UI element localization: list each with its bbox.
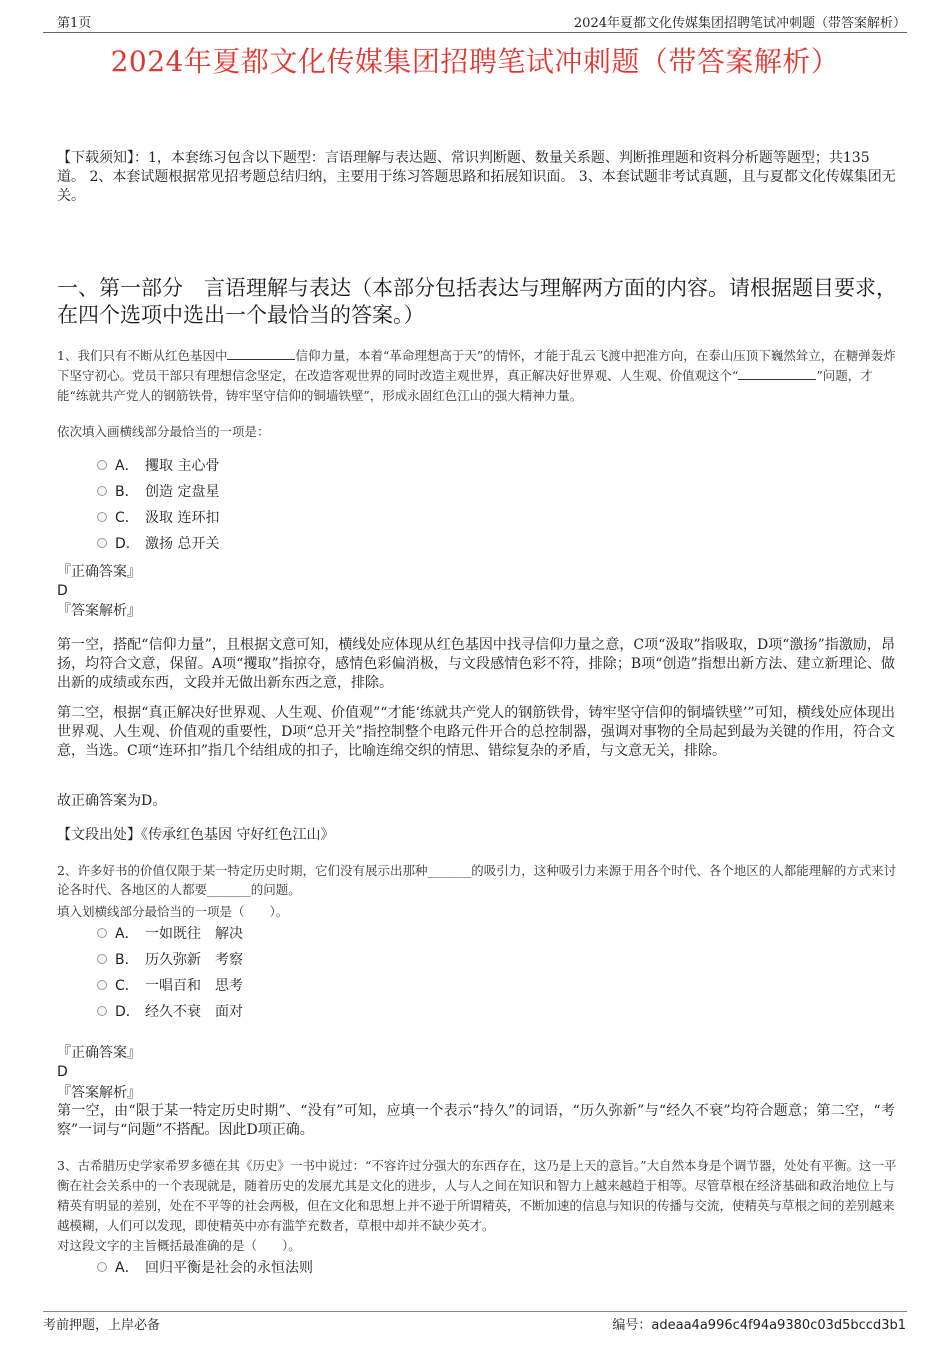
question-1-explanation-2: 第二空，根据“真正解决好世界观、人生观、价值观”“才能‘练就共产党人的钢筋铁骨，铸牢坚守信仰的铜墙铁壁’”可知，横线处应体现出世界观、人生观、价值观的重要性，D项“总开关”指控制整个电路元件开合的总控制器，强调对事物的全局起到最为关键的作用，符合文意，当选。C项“连环扣”指几个结组成的扣子，比喻连绵交织的情思、错综复杂的矛盾，与文意无关，排除。 bbox=[57, 705, 895, 759]
question-1-conclusion: 故正确答案为D。 bbox=[57, 793, 167, 809]
page-number: 第1页 bbox=[57, 16, 92, 31]
question-2-explanation: 第一空，由“限于某一特定历史时期”、“没有”可知，应填一个表示“持久”的词语，“历久弥新”与“经久不衰”均符合题意；第二空，“考察”一词与“问题”不搭配。因此D项正确。 bbox=[57, 1103, 895, 1138]
question-2-option-c[interactable]: C． 一唱百和 思考 bbox=[97, 975, 243, 997]
radio-icon[interactable] bbox=[97, 928, 107, 938]
header-divider bbox=[43, 32, 907, 33]
question-1-answer: D bbox=[57, 583, 68, 599]
blank-line bbox=[738, 367, 816, 380]
radio-icon[interactable] bbox=[97, 512, 107, 522]
question-2-option-a[interactable]: A． 一如既往 解决 bbox=[97, 923, 243, 945]
question-1-source: 【文段出处】《传承红色基因 守好红色江山》 bbox=[57, 827, 335, 843]
radio-icon[interactable] bbox=[97, 486, 107, 496]
question-1-text-part3: ”问题，才能“练就共产党人的钢筋铁骨，铸牢坚守信仰的铜墙铁壁”，形成永固红色江山的强大精神力量。 bbox=[57, 368, 873, 403]
question-1-text-part2: 信仰力量，本着“革命理想高于天”的情怀，才能于乱云飞渡中把准方向，在泰山压顶下巍然耸立，在糖弹轰炸下坚守初心。党员干部只有理想信念坚定，在改造客观世界的同时改造主观世界，真正解决好世界观、人生观、价值观这个“ bbox=[57, 348, 896, 383]
correct-answer-label: 『正确答案』 bbox=[57, 564, 141, 580]
question-2-option-b[interactable]: B． 历久弥新 考察 bbox=[97, 949, 243, 971]
question-3-text: 3、古希腊历史学家希罗多德在其《历史》一书中说过：“不容许过分强大的东西存在，这乃是上天的意旨。”大自然本身是个调节器，处处有平衡。这一平衡在社会关系中的一个表现就是，随着历史的发展尤其是文化的进步，人与人之间在知识和智力上越来越趋于相等。尽管草根在经济基础和政治地位上与精英有明显的差别，处在不平等的社会两极，但在文化和思想上并不逊于所谓精英，不断加速的信息与知识的传播与交流，使精英与草根之间的差别越来越模糊，人们可以发现，即使精英中亦有滥竽充数者，草根中却并不缺少英才。 bbox=[57, 1158, 897, 1233]
question-2-text: 2、许多好书的价值仅限于某一特定历史时期，它们没有展示出那种_______的吸引力，这种吸引力来源于用各个时代、各个地区的人都能理解的方式来讨论各时代、各地区的人都要_______的问题。 bbox=[57, 863, 897, 897]
question-1-prompt: 依次填入画横线部分最恰当的一项是： bbox=[57, 424, 270, 439]
radio-icon[interactable] bbox=[97, 980, 107, 990]
blank-line bbox=[227, 347, 295, 360]
footer-slogan: 考前押题，上岸必备 bbox=[43, 1318, 161, 1333]
question-2-answer: D bbox=[57, 1064, 68, 1080]
radio-icon[interactable] bbox=[97, 538, 107, 548]
explanation-label: 『答案解析』 bbox=[57, 603, 141, 619]
question-3-option-a[interactable]: A． 回归平衡是社会的永恒法则 bbox=[97, 1257, 313, 1279]
question-3-prompt: 对这段文字的主旨概括最准确的是（ ）。 bbox=[57, 1238, 301, 1253]
radio-icon[interactable] bbox=[97, 1262, 107, 1272]
question-1-text-part1: 1、我们只有不断从红色基因中 bbox=[57, 348, 228, 363]
correct-answer-label: 『正确答案』 bbox=[57, 1045, 141, 1061]
question-1-option-b[interactable]: B． 创造 定盘星 bbox=[97, 481, 219, 503]
radio-icon[interactable] bbox=[97, 1006, 107, 1016]
question-2-option-d[interactable]: D． 经久不衰 面对 bbox=[97, 1001, 243, 1023]
footer-code bbox=[612, 1314, 906, 1333]
question-1-text bbox=[57, 346, 899, 406]
question-1-option-c[interactable]: C． 汲取 连环扣 bbox=[97, 507, 219, 529]
question-1-option-a[interactable]: A． 攫取 主心骨 bbox=[97, 455, 219, 477]
question-1-option-d[interactable]: D． 激扬 总开关 bbox=[97, 533, 219, 555]
question-1-explanation-1: 第一空，搭配“信仰力量”，且根据文意可知，横线处应体现从红色基因中找寻信仰力量之意，C项“汲取”指吸取，D项“激扬”指激励，昂扬，均符合文意，保留。A项“攫取”指掠夺，感情色彩偏消极，与文段感情色彩不符，排除；B项“创造”指想出新方法、建立新理论、做出新的成绩或东西，文段并无做出新东西之意，排除。 bbox=[57, 637, 895, 691]
header-doc-title: 2024年夏都文化传媒集团招聘笔试冲刺题（带答案解析） bbox=[573, 16, 906, 31]
download-notice: 【下载须知】：1，本套练习包含以下题型：言语理解与表达题、常识判断题、数量关系题、判断推理题和资料分析题等题型；共135道。 2、本套试题根据常见招考题总结归纳，主要用于练习答题思路和拓展知识面。 3、本套试题非考试真题，且与夏都文化传媒集团无关。 bbox=[57, 150, 896, 204]
footer-code-value: adeaa4a996c4f94a9380c03d5bccd3b1 bbox=[651, 1318, 906, 1333]
question-2-prompt: 填入划横线部分最恰当的一项是（ ）。 bbox=[57, 904, 289, 919]
document-title: 2024年夏都文化传媒集团招聘笔试冲刺题（带答案解析） bbox=[110, 45, 840, 78]
footer-code-label: 编号： bbox=[612, 1318, 652, 1333]
radio-icon[interactable] bbox=[97, 460, 107, 470]
footer-divider bbox=[43, 1311, 907, 1312]
section-heading: 一、第一部分 言语理解与表达（本部分包括表达与理解两方面的内容。请根据题目要求，在四个选项中选出一个最恰当的答案。） bbox=[57, 276, 897, 327]
radio-icon[interactable] bbox=[97, 954, 107, 964]
explanation-label: 『答案解析』 bbox=[57, 1085, 141, 1101]
